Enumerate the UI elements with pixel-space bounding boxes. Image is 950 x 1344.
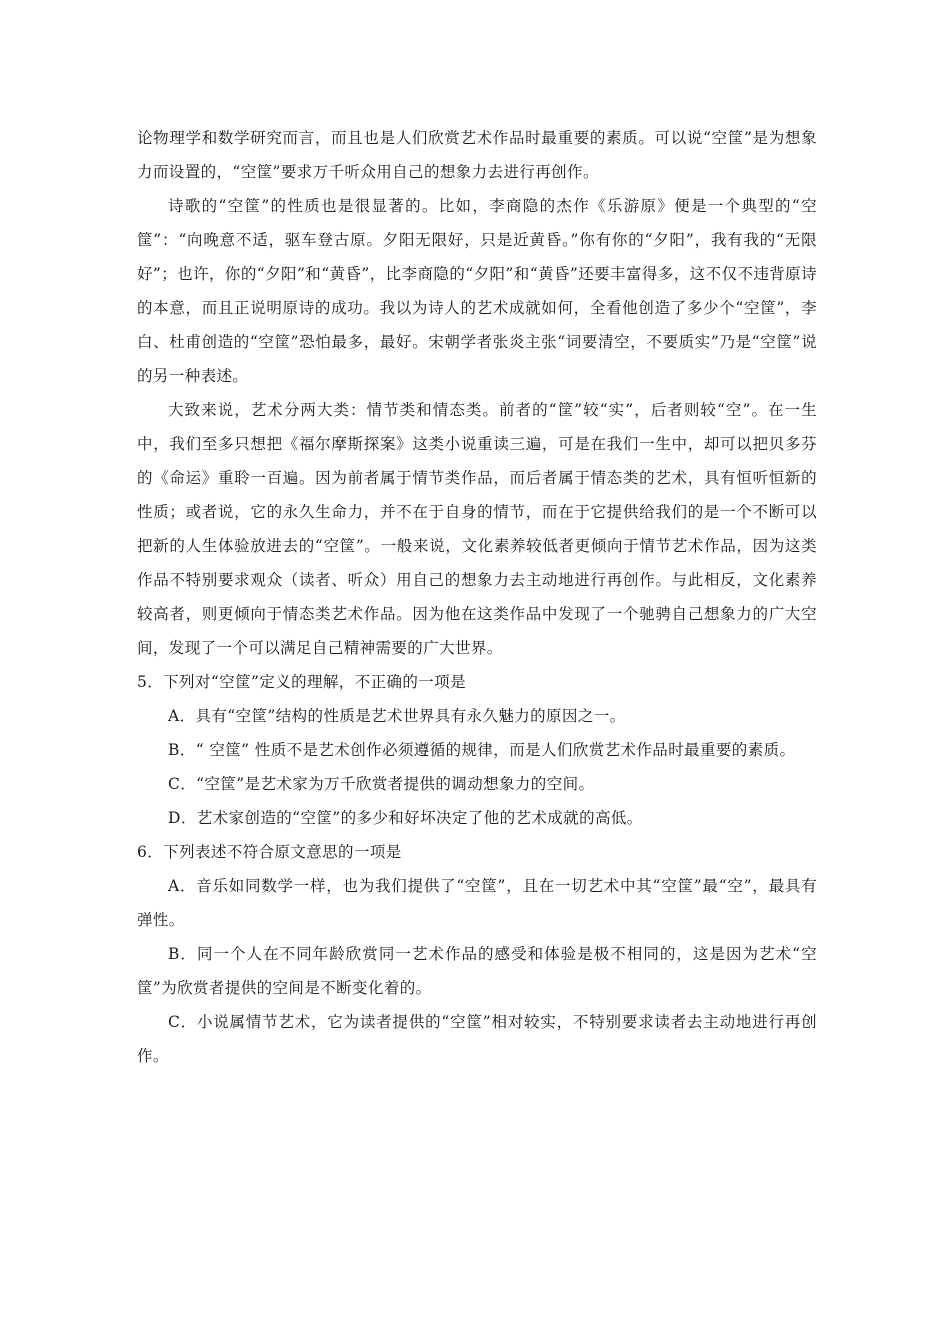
option-c: C．小说属情节艺术，它为读者提供的“空筐”相对较实，不特别要求读者去主动地进行再创作。	[137, 1013, 817, 1065]
option-a: A．音乐如同数学一样，也为我们提供了“空筐”，且在一切艺术中其“空筐”最“空”，最具有弹性。	[137, 877, 817, 929]
document-page	[137, 121, 817, 1073]
question-6	[137, 835, 817, 1073]
paragraph-art-categories: 大致来说，艺术分两大类：情节类和情态类。前者的“筐”较“实”，后者则较“空”。在一生中，我们至多只想把《福尔摩斯探案》这类小说重读三遍，可是在我们一生中，却可以把贝多芬的《命运》重聆一百遍。因为前者属于情节类作品，而后者属于情态类的艺术，具有恒听恒新的性质；或者说，它的永久生命力，并不在于自身的情节，而在于它提供给我们的是一个不断可以把新的人生体验放进去的“空筐”。一般来说，文化素养较低者更倾向于情节艺术作品，因为这类作品不特别要求观众（读者、听众）用自己的想象力去主动地进行再创作。与此相反，文化素养较高者，则更倾向于情态类艺术作品。因为他在这类作品中发现了一个驰骋自己想象力的广大空间，发现了一个可以满足自己精神需要的广大世界。	[137, 401, 817, 657]
option-c: C．“空筐”是艺术家为万千欣赏者提供的调动想象力的空间。	[168, 775, 595, 793]
option-b: B．“ 空筐” 性质不是艺术创作必须遵循的规律，而是人们欣赏艺术作品时最重要的素质。	[168, 741, 796, 759]
question-5	[137, 665, 817, 835]
question-stem: 5．下列对“空筐”定义的理解，不正确的一项是	[137, 673, 467, 691]
option-b: B．同一个人在不同年龄欣赏同一艺术作品的感受和体验是极不相同的，这是因为艺术“空筐”为欣赏者提供的空间是不断变化着的。	[137, 945, 817, 997]
option-a: A．具有“空筐”结构的性质是艺术世界具有永久魅力的原因之一。	[168, 707, 626, 725]
paragraph-poetry: 诗歌的“空筐”的性质也是很显著的。比如，李商隐的杰作《乐游原》便是一个典型的“空筐”：“向晚意不适，驱车登古原。夕阳无限好，只是近黄昏。”你有你的“夕阳”，我有我的“无限好”；也许，你的“夕阳”和“黄昏”，比李商隐的“夕阳”和“黄昏”还要丰富得多，这不仅不违背原诗的本意，而且正说明原诗的成功。我以为诗人的艺术成就如何，全看他创造了多少个“空筐”，李白、杜甫创造的“空筐”恐怕最多，最好。宋朝学者张炎主张“词要清空，不要质实”乃是“空筐”说的另一种表述。	[137, 197, 817, 385]
option-d: D．艺术家创造的“空筐”的多少和好坏决定了他的艺术成就的高低。	[168, 809, 643, 827]
paragraph-continuation: 论物理学和数学研究而言，而且也是人们欣赏艺术作品时最重要的素质。可以说“空筐”是为想象力而设置的，“空筐”要求万千听众用自己的想象力去进行再创作。	[137, 129, 817, 181]
question-stem: 6．下列表述不符合原文意思的一项是	[137, 843, 402, 861]
